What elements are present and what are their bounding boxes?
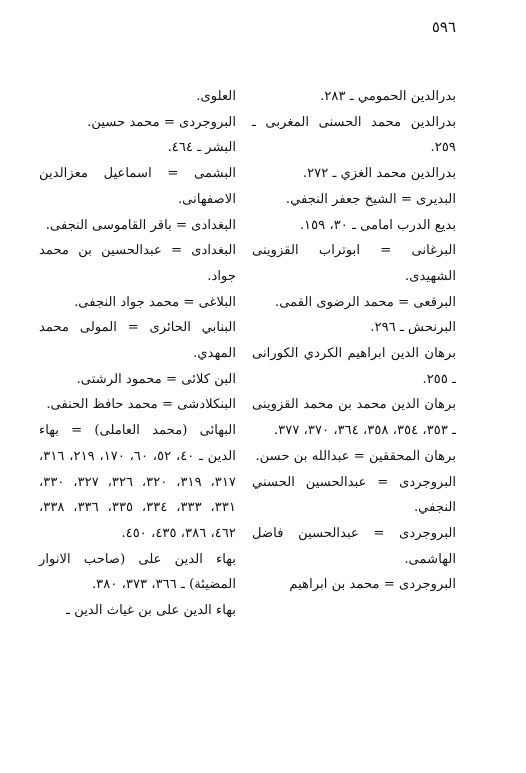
index-entry: البروجردى = محمد حسين. bbox=[87, 114, 236, 130]
index-entry: البروجردى = عبدالحسين فاضل الهاشمى. bbox=[252, 525, 456, 567]
index-entry: بهاء الدين على (صاحب الانوار المضيئة) ـ ٣٦٦، ٣٧٣، ٣٨٠. bbox=[39, 551, 236, 593]
index-entry: البرغانى = ابوتراب القزوينى الشهيدى. bbox=[252, 243, 456, 284]
index-entry: البشر ـ ٤٦٤. bbox=[167, 140, 236, 156]
index-entry: البغدادى = عبدالحسين بن محمد جواد. bbox=[39, 243, 236, 284]
index-column-left bbox=[39, 84, 236, 624]
index-entry: البغدادى = باقر القاموسى النجفى. bbox=[45, 217, 236, 233]
index-entry: البنكلادشى = محمد حافظ الحنفى. bbox=[46, 397, 236, 413]
index-entry: برهان الدين محمد بن محمد القزوينى ـ ٣٥٣، ٣٥٤، ٣٥٨، ٣٦٤، ٣٧٠، ٣٧٧. bbox=[252, 397, 456, 439]
index-entry: البهائى (محمد العاملى) = بهاء الدين ـ ٤٠، ٥٢، ٦٠، ١٧٠، ٢١٩، ٣١٦، ٣١٧، ٣١٩، ٣٢٠، ٣٢٦، ٣٢٧، ٣٣٠، ٣٣١، ٣٣٣، ٣٣٤، ٣٣٥، ٣٣٦، ٣٣٨، ٤٦٢، ٣٨٦، ٤٣٥، ٤٥٠. bbox=[39, 423, 236, 541]
index-entry: العلوى. bbox=[196, 89, 236, 104]
page-number: ٥٩٦ bbox=[431, 18, 456, 36]
index-entry: بدرالدين الحمومي ـ ٢٨٣. bbox=[320, 89, 456, 104]
index-entry: البنابي الحائرى = المولى محمد المهدي. bbox=[39, 320, 236, 362]
index-entry: البروجردى = عبدالحسين الحسني النجفي. bbox=[252, 474, 456, 516]
index-entry: بديع الدرب امامى ـ ٣٠، ١٥٩. bbox=[299, 217, 456, 233]
index-entry: برهان المحققين = عبدالله بن حسن. bbox=[255, 448, 456, 464]
index-entry: البروجردى = محمد بن ابراهيم bbox=[289, 577, 456, 593]
index-entry: بدرالدين محمد الغزي ـ ٢٧٢. bbox=[302, 166, 456, 182]
index-entry: البديرى = الشيخ جعفر النجفي. bbox=[285, 191, 456, 207]
index-entry: بدرالدين محمد الحسنى المغربى ـ ٢٥٩. bbox=[252, 114, 456, 156]
index-entry: بهاء الدين على بن غياث الدين ـ bbox=[66, 603, 236, 619]
index-entry: برهان الدين ابراهيم الكردي الكورانى ـ ٢٥٥. bbox=[252, 346, 456, 387]
index-entry: البن كلائى = محمود الرشتى. bbox=[76, 371, 236, 387]
index-column-right bbox=[252, 84, 456, 598]
index-entry: البلاغى = محمد جواد النجفى. bbox=[74, 294, 236, 310]
index-entry: البرقعى = محمد الرضوى القمى. bbox=[275, 294, 456, 310]
index-entry: البرنحش ـ ٢٩٦. bbox=[370, 320, 456, 336]
index-entry: البشمى = اسماعيل معزالدين الاصفهانى. bbox=[39, 166, 236, 207]
